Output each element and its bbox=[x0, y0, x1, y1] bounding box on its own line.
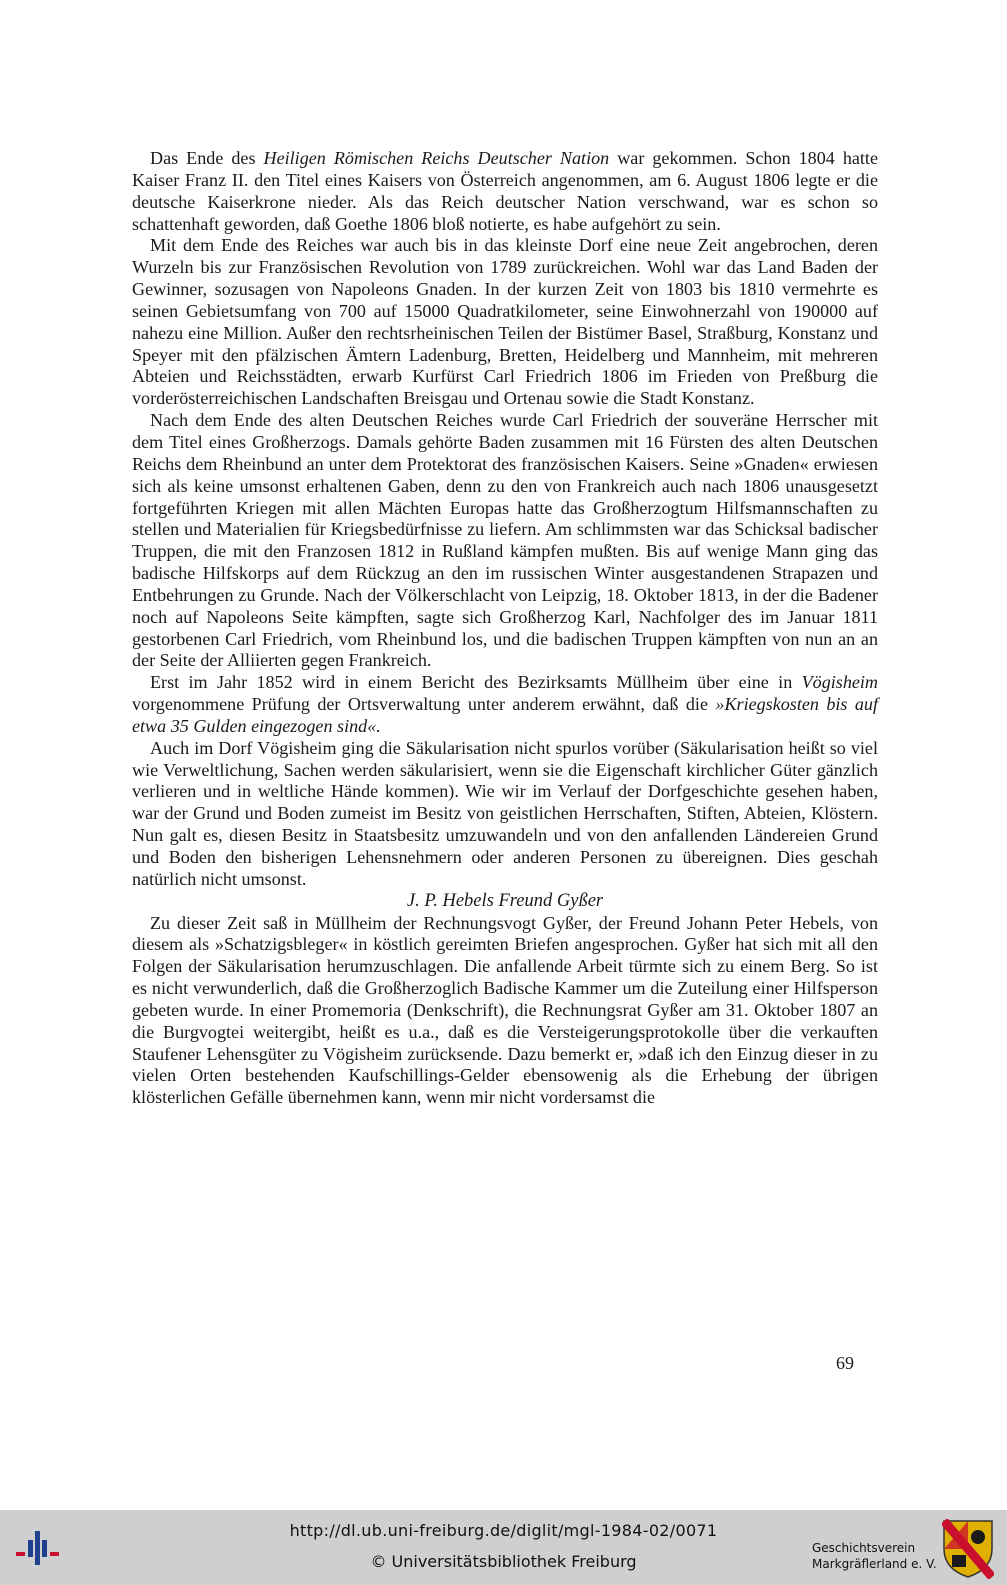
copyright-text: © Universitätsbibliothek Freiburg bbox=[370, 1552, 637, 1571]
text-run: Nach dem Ende des alten Deutschen Reiches wurde Carl Friedrich der souveräne Herrscher mit dem Titel eines Großherzogs. Damals gehörte Baden zusammen mit 16 Fürsten des alten Deutschen Reichs dem Rheinbund an unter dem Protektorat des französischen Kaisers. Seine »Gnaden« erwiesen sich als keine umsonst erhaltenen Gaben, denn zu den von Frankreich auch nach 1806 unausgesetzt fortgeführten Kriegen mit allen Mächten Europas hatte das Großherzogtum Hilfsmannschaften zu stellen und Materialien für Kriegsbedürfnisse zu liefern. Am schlimmsten war das Schicksal badischer Truppen, die mit den Franzosen 1812 in Rußland kämpfen mußten. Bis auf wenige Mann ging das badische Hilfskorps auf dem Rückzug an den im russischen Winter ausgestandenen Strapazen und Entbehrungen zu Grunde. Nach der Völkerschlacht von Leipzig, 18. Oktober 1813, in der die Badener noch auf Napoleons Seite kämpften, sagte sich Großherzog Karl, Nachfolger des im Januar 1811 gestorbenen Carl Friedrich, vom Rheinbund los, und die badischen Truppen kämpften von nun an an der Seite der Alliierten gegen Frankreich. bbox=[132, 410, 878, 671]
page-number: 69 bbox=[836, 1353, 854, 1373]
body-paragraph bbox=[132, 672, 878, 738]
body-paragraph bbox=[132, 738, 878, 891]
body-text bbox=[132, 148, 878, 1109]
text-run: war gekommen. Schon 1804 hatte Kaiser Franz II. den Titel eines Kaisers von Österreich angenommen, am 6. August 1806 legte er die deutsche Kaiserkrone nieder. Als das Reich deutscher Nation verschwand, war es schon so schattenhaft geworden, daß Goethe 1806 bloß notierte, es habe aufgehört zu sein. bbox=[132, 148, 878, 234]
society-name-line2: Markgräflerland e. V. bbox=[812, 1557, 937, 1571]
body-paragraph bbox=[132, 235, 878, 410]
italic-text: »Kriegskosten bis auf etwa 35 Gulden eingezogen sind«. bbox=[132, 694, 878, 736]
footer-bar bbox=[0, 1510, 1007, 1585]
society-name-line1: Geschichtsverein bbox=[812, 1541, 916, 1555]
body-paragraph bbox=[132, 148, 878, 235]
text-run: Mit dem Ende des Reiches war auch bis in das kleinste Dorf eine neue Zeit angebrochen, deren Wurzeln bis zur Französischen Revolution von 1789 zurückreichen. Wohl war das Land Baden der Gewinner, sozusagen von Napoleons Gnaden. In der kurzen Zeit von 1803 bis 1810 vermehrte es seinen Gebietsumfang von 700 auf 15000 Quadratkilometer, seine Einwohnerzahl von 190000 auf nahezu eine Million. Außer den rechtsrheinischen Teilen der Bistümer Basel, Straßburg, Konstanz und Speyer mit den pfälzischen Ämtern Ladenburg, Bretten, Heidelberg und Mannheim, mit mehreren Abteien und Reichsstädten, erwarb Kurfürst Carl Friedrich 1806 im Frieden von Preßburg die vorderösterreichischen Landschaften Breisgau und Ortenau sowie die Stadt Konstanz. bbox=[132, 235, 878, 409]
text-run: Erst im Jahr 1852 wird in einem Bericht des Bezirksamts Müllheim über eine in bbox=[150, 672, 802, 693]
text-run: Auch im Dorf Vögisheim ging die Säkularisation nicht spurlos vorüber (Säkularisation heißt so viel wie Verweltlichung, Sachen werden säkularisiert, wenn sie die Eigenschaft kirchlicher Güter gänzlich verlieren und in weltliche Hände kommen). Wie wir im Verlauf der Dorfgeschichte gesehen haben, war der Grund und Boden zumeist im Besitz von geistlichen Herrschaften, Stiften, Abteien, Klöstern. Nun galt es, diesen Besitz in Staatsbesitz umzuwandeln und von den anfallenden Ländereien Grund und Boden den bisherigen Lehensnehmern oder anderen Personen zu übereignen. Dies geschah natürlich nicht umsonst. bbox=[132, 737, 878, 889]
section-before-heading bbox=[132, 148, 878, 891]
text-run: Das Ende des bbox=[150, 148, 264, 168]
section-after-heading bbox=[132, 913, 878, 1110]
text-run: Zu dieser Zeit saß in Müllheim der Rechnungsvogt Gyßer, der Freund Johann Peter Hebels, von diesem als »Schatzigsbleger« in köstlich gereimten Briefen angesprochen. Gyßer hat sich mit all den Folgen der Säkularisation herumzuschlagen. Die anfallende Arbeit türmte sich zu einem Berg. So ist es nicht verwunderlich, daß die Großherzoglich Badische Kammer um die Zuteilung einer Hilfsperson gebeten wurde. In einer Promemoria (Denkschrift), die Rechnungsrat Gyßer am 31. Oktober 1807 an die Burgvogtei weitergibt, heißt es u.a., daß es die Versteigerungsprotokolle über die verkauften Staufener Lehensgüter zu Vögisheim zurücksende. Dazu bemerkt er, »daß ich den Einzug dieser in zu vielen Orten bestehenden Kaufschillings-Gelder ebensowenig als die Erhebung der übrigen klösterlichen Gefälle übernehmen kann, wenn mir nicht vordersamst die bbox=[132, 912, 878, 1108]
body-paragraph bbox=[132, 410, 878, 672]
body2-paragraph bbox=[132, 913, 878, 1110]
italic-text: Heiligen Römischen Reichs Deutscher Nation bbox=[263, 148, 610, 168]
section-heading: J. P. Hebels Freund Gyßer bbox=[406, 890, 604, 911]
text-run: vorgenommene Prüfung der Ortsverwaltung unter anderem erwähnt, daß die bbox=[132, 694, 716, 715]
italic-text: Vögisheim bbox=[801, 672, 878, 693]
society-name bbox=[812, 1540, 937, 1572]
source-url-link[interactable]: http://dl.ub.uni-freiburg.de/diglit/mgl-1984-02/0071 bbox=[289, 1521, 718, 1540]
coat-of-arms-icon bbox=[942, 1519, 994, 1579]
